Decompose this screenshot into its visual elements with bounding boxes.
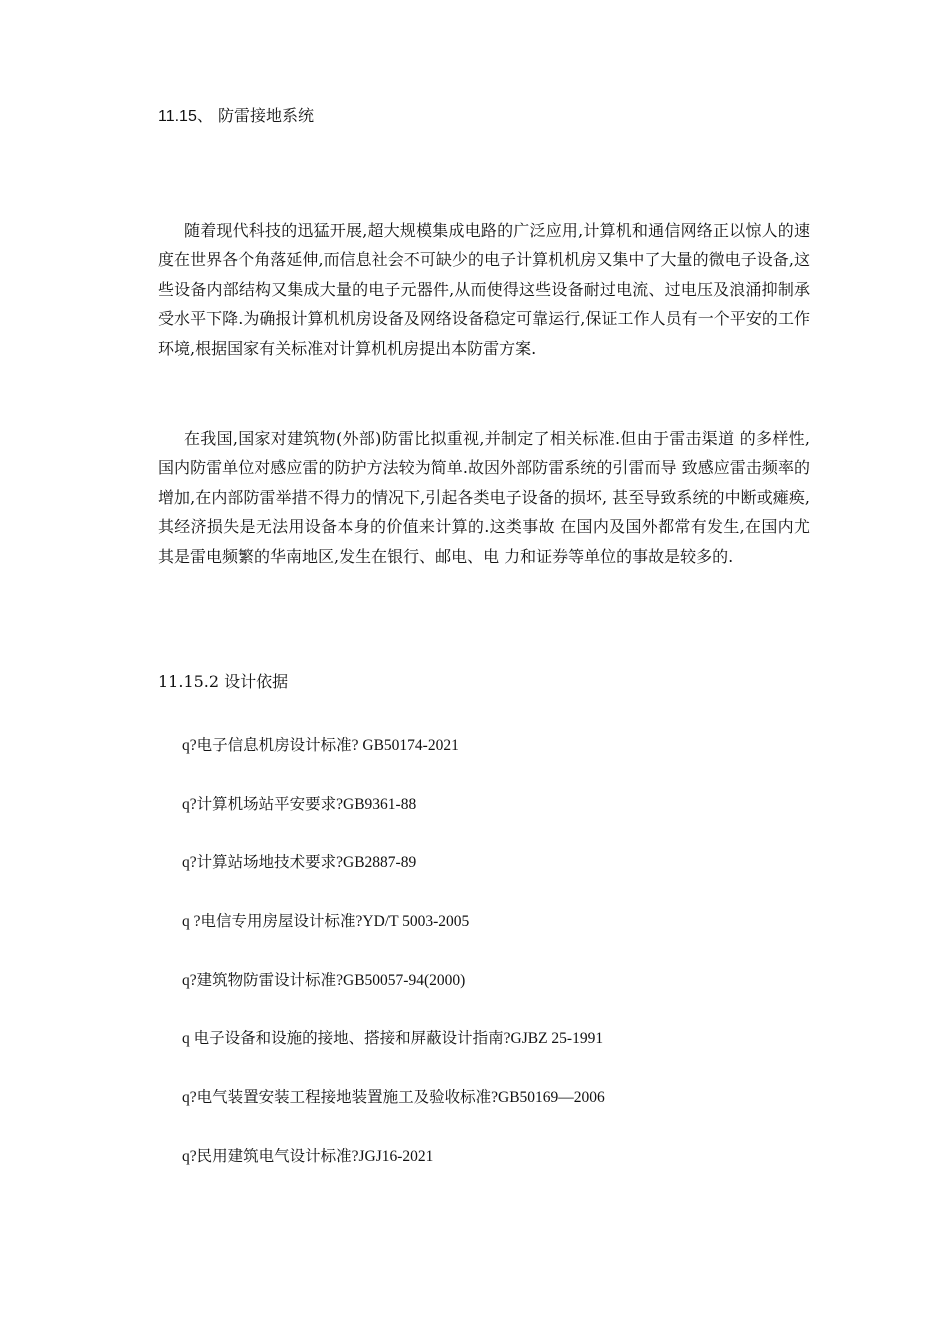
background-paragraph: 在我国,国家对建筑物(外部)防雷比拟重视,并制定了相关标准.但由于雷击渠道 的多样性,国内防雷单位对感应雷的防护方法较为简单.故因外部防雷系统的引雷而导 致感应雷击频率的增加,在内部防雷举措不得力的情况下,引起各类电子设备的损坏, 甚至导致系统的中断或瘫痪,其经济损失是无法用设备本身的价值来计算的.这类事故 在国内及国外都常有发生,在国内尤其是雷电频繁的华南地区,发生在银行、邮电、电 力和证券等单位的事故是较多的. (158, 429, 810, 566)
reference-item: q?建筑物防雷设计标准?GB50057-94(2000) (182, 971, 466, 989)
reference-item: q?计算站场地技术要求?GB2887-89 (182, 854, 417, 872)
reference-item: q?电气装置安装工程接地装置施工及验收标准?GB50169—2006 (182, 1089, 605, 1107)
section-number: 11.15、 (158, 108, 213, 125)
reference-list (182, 734, 605, 1204)
section-heading (158, 104, 314, 129)
reference-item: q 电子设备和设施的接地、搭接和屏蔽设计指南?GJBZ 25-1991 (182, 1030, 604, 1048)
reference-item: q?电子信息机房设计标准? GB50174-2021 (182, 737, 459, 754)
reference-item: q?计算机场站平安要求?GB9361-88 (182, 795, 417, 813)
subsection-heading: 11.15.2 设计依据 (158, 672, 289, 691)
section-title: 防雷接地系统 (212, 106, 314, 125)
reference-item: q?民用建筑电气设计标准?JGJ16-2021 (182, 1147, 434, 1165)
reference-item: q ?电信专用房屋设计标准?YD/T 5003-2005 (182, 913, 470, 931)
intro-paragraph: 随着现代科技的迅猛开展,超大规模集成电路的广泛应用,计算机和通信网络正以惊人的速度在世界各个角落延伸,而信息社会不可缺少的电子计算机机房又集中了大量的微电子设备,这些设备内部结构又集成大量的电子元器件,从而使得这些设备耐过电流、过电压及浪涌抑制承受水平下降.为确报计算机机房设备及网络设备稳定可靠运行,保证工作人员有一个平安的工作环境,根据国家有关标准对计算机机房提出本防雷方案. (158, 221, 810, 358)
